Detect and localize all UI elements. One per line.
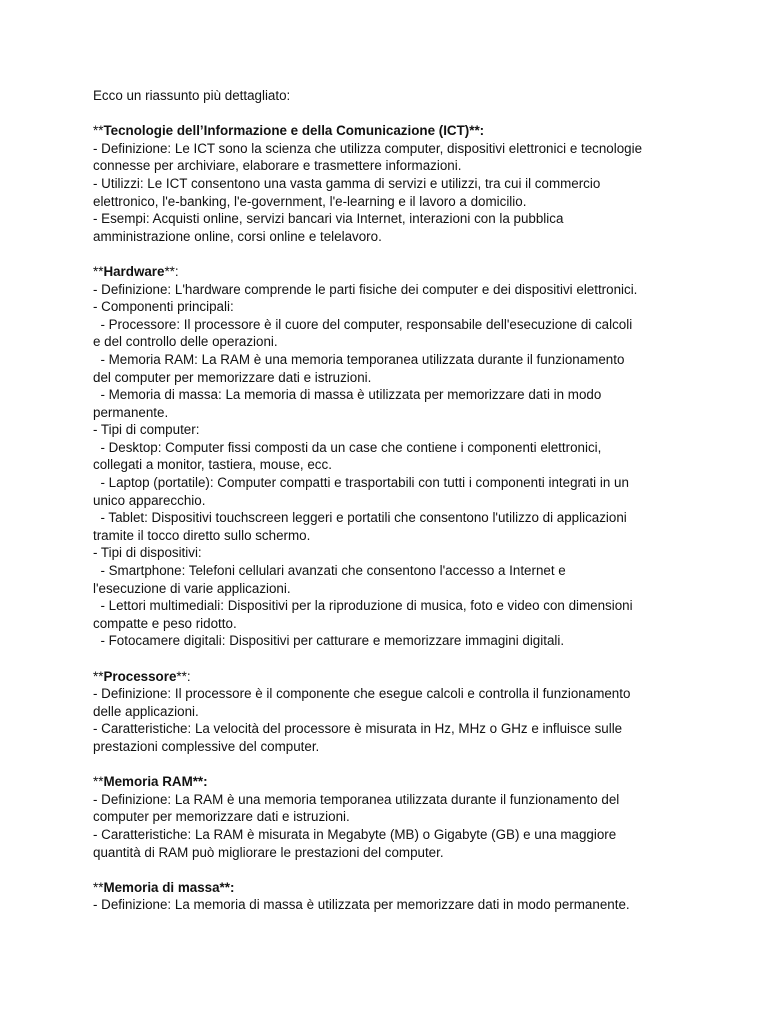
- section-line: - Smartphone: Telefoni cellulari avanzati che consentono l'accesso a Internet e: [93, 563, 566, 579]
- heading-prefix: **: [93, 123, 104, 139]
- heading-suffix: **:: [164, 263, 179, 279]
- section-line: l'esecuzione di varie applicazioni.: [93, 580, 291, 596]
- heading-prefix: **: [93, 774, 104, 790]
- spacer: [93, 650, 683, 668]
- section-line: - Desktop: Computer fissi composti da un case che contiene i componenti elettronici,: [93, 439, 602, 455]
- section-line: - Utilizzi: Le ICT consentono una vasta gamma di servizi e utilizzi, tra cui il commercio: [93, 175, 601, 191]
- section-line: quantità di RAM può migliorare le prestazioni del computer.: [93, 844, 444, 860]
- section-heading: [93, 773, 683, 791]
- section-line: - Memoria di massa: La memoria di massa è utilizzata per memorizzare dati in modo: [93, 387, 602, 403]
- intro-text: Ecco un riassunto più dettagliato:: [93, 88, 291, 103]
- section-line: - Lettori multimediali: Dispositivi per la riproduzione di musica, foto e video con dimensioni: [93, 598, 633, 614]
- heading-title: Processore: [103, 668, 177, 684]
- heading-prefix: **: [93, 263, 104, 279]
- heading-title: Tecnologie dell’Informazione e della Comunicazione (ICT)**:: [103, 123, 485, 139]
- section-line: - Laptop (portatile): Computer compatti e trasportabili con tutti i componenti integrati in un: [93, 475, 629, 491]
- section-line: - Memoria RAM: La RAM è una memoria temporanea utilizzata durante il funzionamento: [93, 351, 625, 367]
- section-line: - Processore: Il processore è il cuore del computer, responsabile dell'esecuzione di calcoli: [93, 316, 633, 332]
- heading-prefix: **: [93, 879, 104, 895]
- section-line: - Esempi: Acquisti online, servizi bancari via Internet, interazioni con la pubblica: [93, 211, 564, 227]
- document-page: [93, 87, 683, 914]
- section-line: connesse per archiviare, elaborare e trasmettere informazioni.: [93, 158, 462, 174]
- section-line: compatte e peso ridotto.: [93, 615, 237, 631]
- section-line: prestazioni complessive del computer.: [93, 738, 320, 754]
- section-line: elettronico, l'e-banking, l'e-government, l'e-learning e il lavoro a domicilio.: [93, 193, 527, 209]
- section-line: amministrazione online, corsi online e telelavoro.: [93, 228, 382, 244]
- section-heading: [93, 122, 683, 140]
- heading-prefix: **: [93, 668, 104, 684]
- section-line: - Tipi di computer:: [93, 422, 200, 438]
- section-line: - Caratteristiche: La RAM è misurata in Megabyte (MB) o Gigabyte (GB) e una maggiore: [93, 826, 617, 842]
- heading-suffix: **:: [176, 668, 191, 684]
- section-heading: [93, 879, 683, 897]
- heading-title: Hardware: [103, 263, 165, 279]
- section-line: - Definizione: Il processore è il componente che esegue calcoli e controlla il funzionamento: [93, 686, 631, 702]
- section-line: collegati a monitor, tastiera, mouse, ecc.: [93, 457, 332, 473]
- section-line: - Fotocamere digitali: Dispositivi per catturare e memorizzare immagini digitali.: [93, 633, 565, 649]
- heading-title: Memoria RAM**:: [103, 774, 208, 790]
- section-line: - Componenti principali:: [93, 299, 234, 315]
- section-line: unico apparecchio.: [93, 492, 206, 508]
- section-line: computer per memorizzare dati e istruzioni.: [93, 809, 350, 825]
- heading-title: Memoria di massa**:: [103, 879, 235, 895]
- section-line: tramite il tocco diretto sullo schermo.: [93, 527, 311, 543]
- spacer: [93, 861, 683, 879]
- section-line: - Definizione: La memoria di massa è utilizzata per memorizzare dati in modo permanente.: [93, 897, 630, 913]
- section-line: - Definizione: Le ICT sono la scienza che utilizza computer, dispositivi elettronici e tecnologie: [93, 140, 643, 156]
- section-line: - Caratteristiche: La velocità del processore è misurata in Hz, MHz o GHz e influisce sulle: [93, 721, 623, 737]
- spacer: [93, 756, 683, 774]
- spacer: [93, 245, 683, 263]
- section-line: - Tablet: Dispositivi touchscreen leggeri e portatili che consentono l'utilizzo di applicazioni: [93, 510, 627, 526]
- section-line: delle applicazioni.: [93, 703, 199, 719]
- section-line: permanente.: [93, 404, 169, 420]
- section-line: - Definizione: L'hardware comprende le parti fisiche dei computer e dei dispositivi elettronici.: [93, 281, 638, 297]
- section-line: del computer per memorizzare dati e istruzioni.: [93, 369, 372, 385]
- section-line: e del controllo delle operazioni.: [93, 334, 278, 350]
- spacer: [93, 105, 683, 123]
- section-heading: [93, 263, 683, 281]
- section-heading: [93, 668, 683, 686]
- sections-container: [93, 122, 683, 914]
- section-line: - Definizione: La RAM è una memoria temporanea utilizzata durante il funzionamento del: [93, 791, 620, 807]
- section-line: - Tipi di dispositivi:: [93, 545, 202, 561]
